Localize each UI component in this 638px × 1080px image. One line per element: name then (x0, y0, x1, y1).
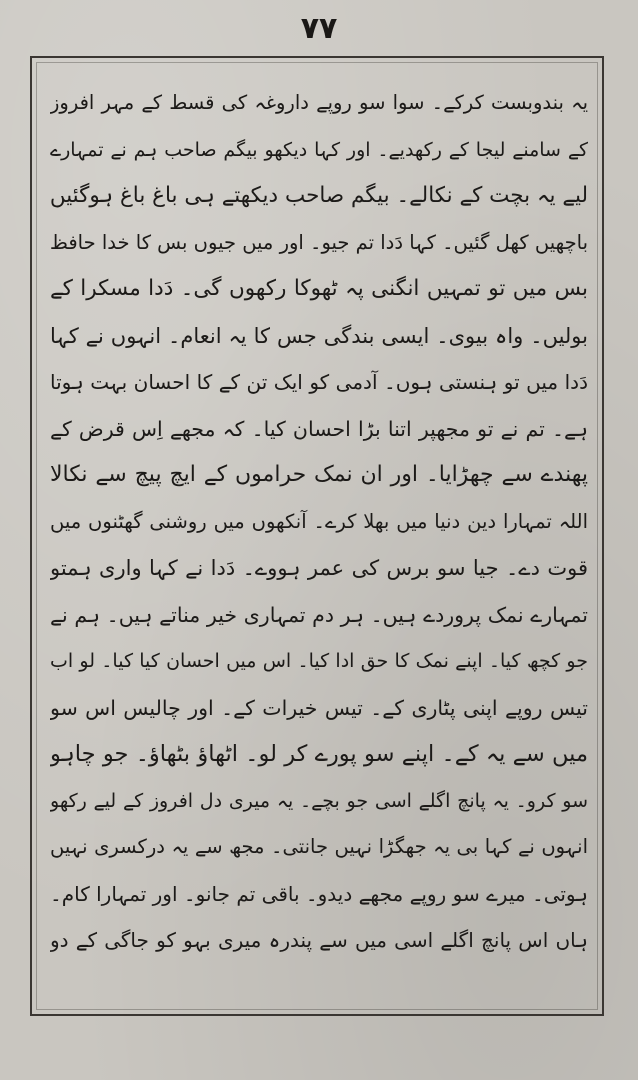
text-line: بولیں۔ واہ بیوی۔ ایسی بندگی جس کا یہ انعام۔ انہوں نے کہا (50, 323, 588, 348)
text-line: بس میں تو تمہیں انگنی پہ ٹھوکا رکھوں گی۔ دَدا مسکرا کے (50, 276, 588, 301)
text-line: کے سامنے لیجا کے رکھدیے۔ اور کہا دیکھو بیگم صاحب ہم نے تمہارے (50, 138, 588, 161)
text-line: پھندے سے چھڑایا۔ اور ان نمک حراموں کے ایچ پیچ سے نکالا (50, 462, 588, 487)
text-line: تمہارے نمک پروردے ہیں۔ ہر دم تمہاری خیر مناتے ہیں۔ ہم نے (50, 602, 588, 627)
text-line: ہوتی۔ میرے سو روپے مجھے دیدو۔ باقی تم جانو۔ اور تمہارا کام۔ (50, 881, 588, 906)
text-line: ہے۔ تم نے تو مجھپر اتنا بڑا احسان کیا۔ کہ مجھے اِس قرض کے (50, 416, 588, 441)
text-line: یہ بندوبست کرکے۔ سوا سو روپے داروغہ کی قسط کے مہر افروز (50, 91, 588, 114)
text-line: تیس روپے اپنی پٹاری کے۔ تیس خیرات کے۔ اور چالیس اس سو (50, 695, 588, 720)
text-line: لیے یہ بچت کے نکالے۔ بیگم صاحب دیکھتے ہی باغ باغ ہوگئیں (50, 183, 588, 208)
text-line: میں سے یہ کے۔ اپنے سو پورے کر لو۔ اٹھاؤ بٹھاؤ۔ جو چاہو (50, 741, 588, 767)
page-number: ۷۷ (300, 11, 338, 46)
text-line: انہوں نے کہا بی یہ جھگڑا نہیں جانتی۔ مجھ سے یہ درکسری نہیں (50, 835, 588, 858)
text-line: دَدا میں تو ہنستی ہوں۔ آدمی کو ایک تن کے کا احسان بہت ہوتا (50, 370, 588, 394)
text-line: سو کرو۔ یہ پانچ اگلے اسی جو بچے۔ یہ میری دل افروز کے لیے رکھو (50, 789, 588, 812)
text-line: ہاں اس پانچ اگلے اسی میں سے پندرہ میری بہو کو جاگی کے دو (50, 928, 588, 952)
text-line: باچھیں کھل گئیں۔ کہا دَدا تم جیو۔ اور میں جیوں بس کا خدا حافظ (50, 230, 588, 254)
urdu-text-body (50, 80, 588, 964)
text-line: قوت دے۔ جیا سو برس کی عمر ہووے۔ دَدا نے کہا واری ہمتو (50, 556, 588, 580)
text-frame (30, 56, 604, 1016)
text-line: جو کچھ کیا۔ اپنے نمک کا حق ادا کیا۔ اس میں احسان کیا کیا۔ لو اب (50, 650, 588, 672)
text-line: اللہ تمہارا دین دنیا میں بھلا کرے۔ آنکھوں میں روشنی گھٹنوں میں (50, 509, 588, 533)
